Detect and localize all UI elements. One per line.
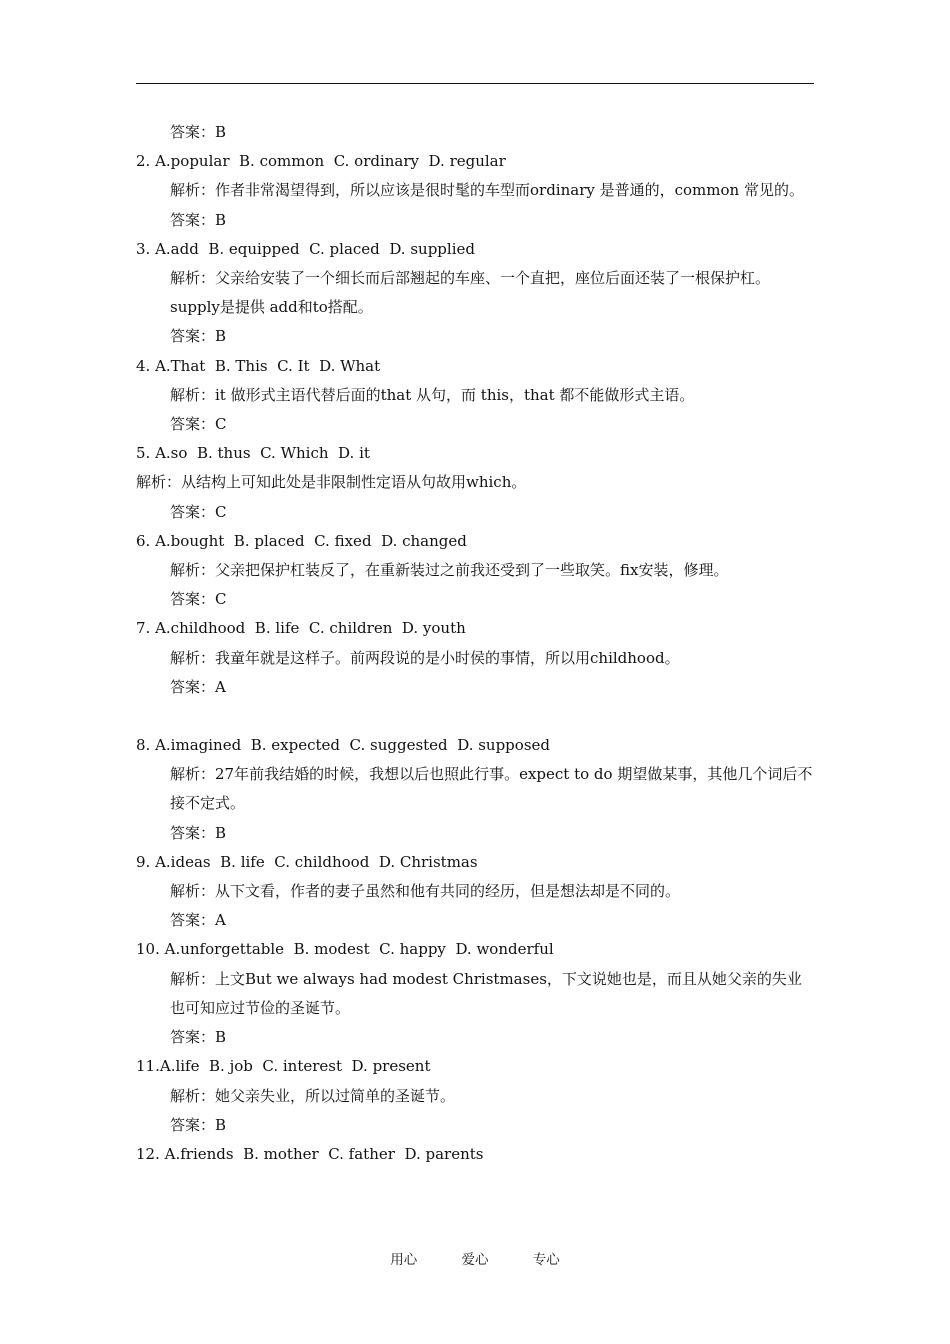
answer-line: 答案：C bbox=[170, 415, 227, 434]
question-line: 5. A.so B. thus C. Which D. it bbox=[136, 444, 370, 463]
answer-line: 答案：B bbox=[170, 1028, 227, 1047]
explanation-line: 解析：it 做形式主语代替后面的that 从句，而 this，that 都不能做形式主语。 bbox=[170, 385, 695, 404]
question-line: 4. A.That B. This C. It D. What bbox=[136, 356, 381, 375]
answer-line: 答案：B bbox=[170, 210, 227, 229]
question-line: 12. A.friends B. mother C. father D. parents bbox=[136, 1144, 484, 1163]
answer-line: 答案：B bbox=[170, 123, 227, 141]
question-line: 9. A.ideas B. life C. childhood D. Christmas bbox=[136, 852, 478, 871]
question-line: 3. A.add B. equipped C. placed D. supplied bbox=[136, 239, 475, 258]
question-line: 8. A.imagined B. expected C. suggested D. supposed bbox=[136, 736, 550, 755]
explanation-line: 解析：父亲给安装了一个细长而后部翘起的车座、一个直把，座位后面还装了一根保护杠。supply是提供 add和to搭配。 bbox=[170, 269, 771, 317]
answer-line: 答案：B bbox=[170, 823, 227, 842]
blank-line bbox=[136, 702, 816, 731]
header-rule bbox=[136, 83, 814, 84]
explanation-line: 解析：作者非常渴望得到，所以应该是很时髦的车型而ordinary 是普通的，common 常见的。 bbox=[170, 181, 804, 200]
answer-line: 答案：B bbox=[170, 1115, 227, 1134]
document-body bbox=[136, 118, 816, 1169]
answer-line: 答案：C bbox=[170, 502, 227, 521]
footer-text-2: 爱心 bbox=[461, 1252, 489, 1268]
question-line: 10. A.unforgettable B. modest C. happy D. wonderful bbox=[136, 940, 554, 959]
explanation-line: 解析：她父亲失业，所以过简单的圣诞节。 bbox=[170, 1086, 456, 1105]
explanation-line: 解析：从结构上可知此处是非限制性定语从句故用which。 bbox=[136, 473, 527, 492]
question-line: 11.A.life B. job C. interest D. present bbox=[136, 1057, 431, 1076]
explanation-line: 解析：27年前我结婚的时候，我想以后也照此行事。expect to do 期望做某事，其他几个词后不接不定式。 bbox=[170, 765, 813, 813]
answer-line: 答案：A bbox=[170, 677, 226, 696]
answer-line: 答案：C bbox=[170, 590, 227, 609]
page-footer bbox=[0, 1248, 950, 1268]
question-line: 2. A.popular B. common C. ordinary D. regular bbox=[136, 152, 506, 171]
answer-line: 答案：B bbox=[170, 327, 227, 346]
explanation-line: 解析：从下文看，作者的妻子虽然和他有共同的经历，但是想法却是不同的。 bbox=[170, 882, 681, 901]
explanation-line: 解析：我童年就是这样子。前两段说的是小时侯的事情，所以用childhood。 bbox=[170, 648, 680, 667]
question-line: 6. A.bought B. placed C. fixed D. changed bbox=[136, 531, 467, 550]
answer-line: 答案：A bbox=[170, 911, 226, 930]
explanation-line: 解析：父亲把保护杠装反了，在重新装过之前我还受到了一些取笑。fix安装，修理。 bbox=[170, 561, 729, 580]
explanation-line: 解析：上文But we always had modest Christmases，下文说她也是，而且从她父亲的失业也可知应过节俭的圣诞节。 bbox=[170, 969, 802, 1017]
footer-text-3: 专心 bbox=[532, 1252, 560, 1268]
question-line: 7. A.childhood B. life C. children D. youth bbox=[136, 619, 466, 638]
footer-text-1: 用心 bbox=[390, 1252, 418, 1268]
